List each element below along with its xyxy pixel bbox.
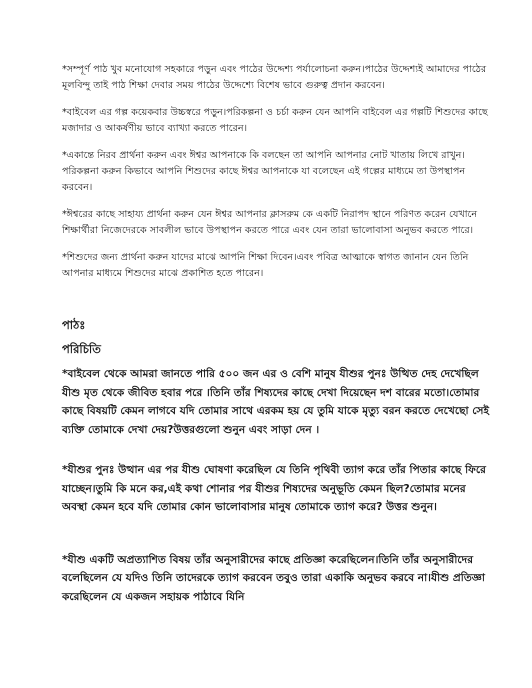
lesson-body — [62, 365, 494, 606]
body-paragraph-promise: *যীশু একটি অপ্রত্যাশিত বিষয় তাঁর অনুসারীদের কাছে প্রতিজ্ঞা করেছিলেন।তিনি তাঁর অনুসারীদের বলেছিলেন যে যদিও তিনি তাদেরকে ত্যাগ করবেন তবুও তারা একাকি অনুভব করবে না।যীশু প্রতিজ্ঞা করেছিলেন যে একজন সহায়ক পাঠাবে যিনি — [62, 553, 485, 603]
prep-note-read-lesson: *সম্পূর্ণ পাঠ খুব মনোযোগ সহকারে পড়ুন এবং পাঠের উদ্দেশ্য পর্যালোচনা করুন।পাঠের উদ্দেশ্যই আমাদের পাঠের মূলবিন্দু তাই পাঠ শিক্ষা দেবার সময় পাঠের উদ্দেশ্যে বিশেষ ভাবে গুরুত্ব প্রদান করবেন। — [62, 64, 487, 91]
body-paragraph-resurrection-appearances: *বাইবেল থেকে আমরা জানতে পারি ৫০০ জন এর ও বেশি মানুষ যীশুর পুনঃ উত্থিত দেহ দেখেছিল যীশু মৃত থেকে জীবিত হবার পরে ।তিনি তাঁর শিষ্যদের কাছে দেখা দিয়েছেন দশ বারের মতো।তোমার কাছে বিষয়টি কেমন লাগবে যদি তোমার সাথে এরকম হয় যে তুমি যাকে মৃত্যু বরন করতে দেখেছো সেই ব্যক্তি তোমাকে দেখা দেয়?উত্তরগুলো শুনুন এবং সাড়া দেন । — [62, 368, 490, 436]
prep-note-silent-prayer: *একান্তে নিরব প্রার্থনা করুন এবং ঈশ্বর আপনাকে কি বলছেন তা আপনি আপনার নোট খাতায় লিখে রাখুন।পরিকল্পনা করুন কিভাবে আপনি শিশুদের কাছে ঈশ্বর আপনাকে যা বলেছেন এই গল্পের মাধ্যমে তা উপস্থাপন করবেন। — [62, 150, 466, 193]
body-paragraph-ascension: *যীশুর পুনঃ উত্থান এর পর যীশু ঘোষণা করেছিল যে তিনি পৃথিবী ত্যাগ করে তাঁর পিতার কাছে ফিরে যাচ্ছেন।তুমি কি মনে কর,এই কথা শোনার পর যীশুর শিষ্যদের অনুভূতি কেমন ছিল?তোমার মনের অবস্থা কেমন হবে যদি তোমার কোন ভালোবাসার মানুষ তোমাকে ত্যাগ করে? উত্তর শুনুন। — [62, 464, 486, 513]
preparation-notes — [62, 62, 492, 293]
prep-note-children-prayer: *শিশুদের জন্য প্রার্থনা করুন যাদের মাঝে আপনি শিক্ষা দিবেন।এবং পবিত্র আত্মাকে স্বাগত জানান যেন তিনি আপনার মাধ্যমে শিশুদের মাঝে প্রকাশিত হতে পারেন। — [62, 252, 469, 279]
introduction-heading: পরিচিতি — [62, 342, 101, 356]
prep-note-classroom-prayer: *ঈশ্বরের কাছে সাহায্য প্রার্থনা করুন যেন ঈশ্বর আপনার ক্লাসরুম কে একটি নিরাপদ স্থানে পরিণত করেন যেখানে শিক্ষার্থীরা নিজেদেরকে সাবলীল ভাবে উপস্থাপন করতে পারে এবং যেন তারা ভালোবাসা অনুভব করতে পারে। — [62, 209, 478, 236]
lesson-heading: পাঠঃ — [62, 318, 86, 332]
prep-note-read-story: *বাইবেল এর গল্প কয়েকবার উচ্চস্বরে পড়ুন।পরিকল্পনা ও চর্চা করুন যেন আপনি বাইবেল এর গল্পটি শিশুদের কাছে মজাদার ও আকর্ষণীয় ভাবে ব্যাখ্যা করতে পারেন। — [62, 107, 488, 134]
